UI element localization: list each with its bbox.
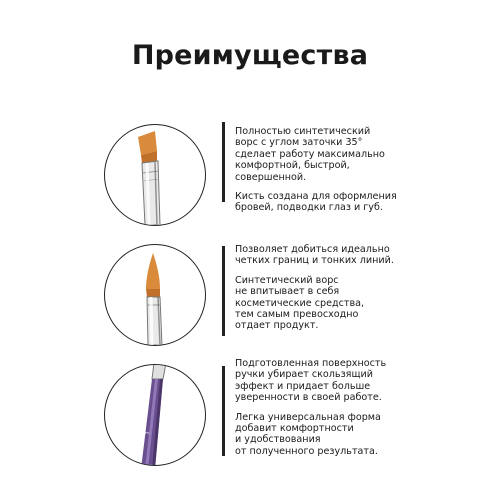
benefit-1-paragraph-1: Полностью синтетический ворс с углом заточки 35° сделает работу максимально комфортной, быстрой, совершенной.	[235, 126, 385, 183]
angled-brush-icon	[104, 124, 206, 226]
benefit-text-3	[235, 358, 475, 465]
benefit-3-paragraph-2: Легка универсальная форма добавит комфортности и удобствования от полученного результата.	[235, 411, 381, 457]
benefit-2-paragraph-1: Позволяет добиться идеально четких границ и тонких линий.	[235, 244, 394, 267]
section-divider	[222, 246, 225, 336]
svg-text:3: 3	[145, 431, 152, 436]
benefit-text-1	[235, 126, 475, 222]
section-divider	[222, 122, 225, 202]
benefit-text-2	[235, 244, 475, 340]
benefit-1-paragraph-2: Кисть создана для оформления бровей, подводки глаз и губ.	[235, 191, 397, 214]
pointed-brush-icon	[104, 244, 206, 346]
benefit-2-paragraph-2: Синтетический ворс не впитывает в себя косметические средства, тем самым превосходно отдает продукт.	[235, 274, 365, 332]
benefit-section-3	[0, 352, 500, 472]
benefit-section-2	[0, 230, 500, 350]
benefit-3-paragraph-1: Подготовленная поверхность ручки убирает скользящий эффект и придает больше уверенности в своей работе.	[235, 358, 387, 404]
benefit-section-1	[0, 112, 500, 232]
brush-handle-icon	[104, 364, 206, 466]
page-title: Преимущества	[131, 40, 369, 71]
section-divider	[222, 366, 225, 456]
